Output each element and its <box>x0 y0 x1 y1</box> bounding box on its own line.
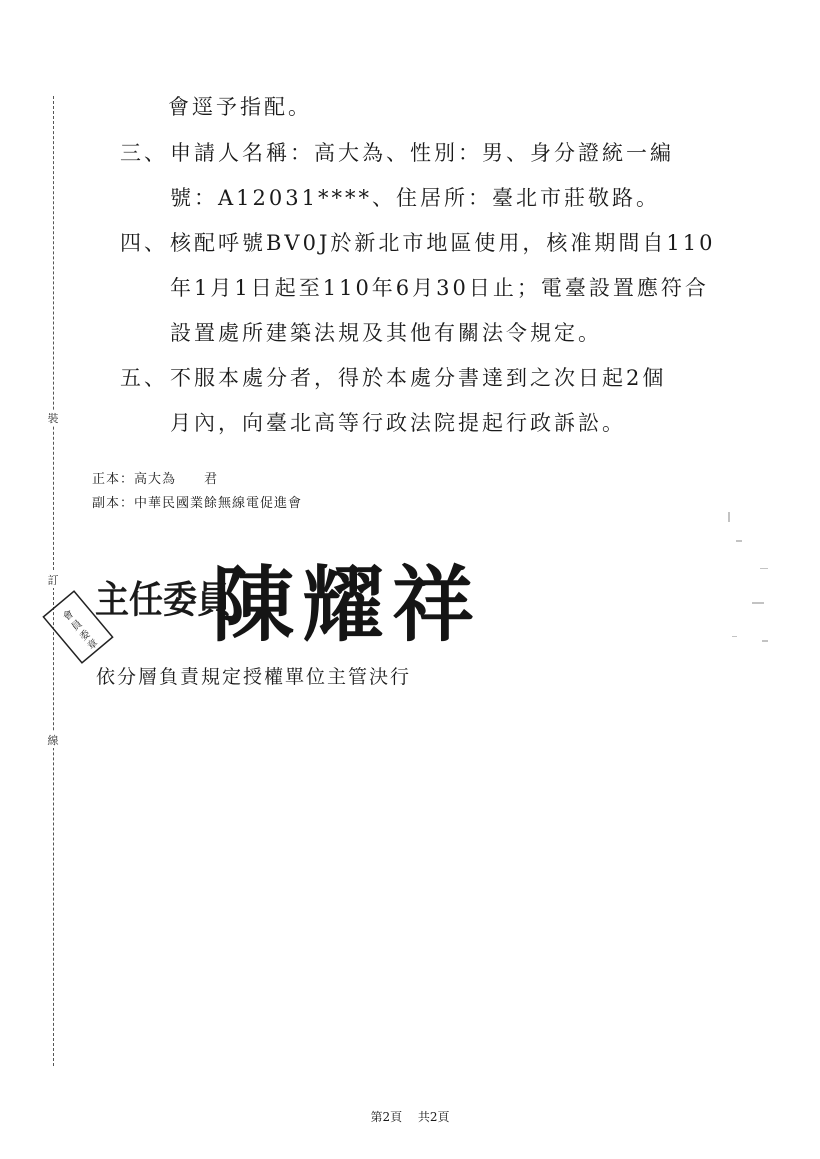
item-5-line-2: 月內，向臺北高等行政法院提起行政訴訟。 <box>170 411 626 435</box>
scan-mark <box>732 636 737 637</box>
original-recipient <box>92 468 218 487</box>
item-5-number: 五、 <box>120 366 168 390</box>
page-footer <box>0 1108 820 1125</box>
scan-mark <box>760 568 768 569</box>
page-number: 第2頁 <box>370 1110 403 1124</box>
item-3-line-2: 號：A12031****、住居所：臺北市莊敬路。 <box>170 186 660 210</box>
svg-text:會: 會 <box>61 608 77 624</box>
item-3-number: 三、 <box>120 141 168 165</box>
svg-text:員: 員 <box>69 618 85 634</box>
scan-mark <box>752 602 764 604</box>
original-label: 正本： <box>92 472 135 487</box>
scan-mark <box>762 640 768 642</box>
continuation-line: 會逕予指配。 <box>168 95 312 119</box>
scan-mark <box>728 512 730 522</box>
item-5-line-1: 不服本處分者，得於本處分書達到之次日起2個 <box>170 366 667 390</box>
signatory-title: 主任委員 <box>95 578 231 623</box>
svg-text:委: 委 <box>78 628 93 644</box>
item-3-line-1: 申請人名稱：高大為、性別：男、身分證統一編 <box>170 141 674 165</box>
binding-mark-top: 裝 <box>44 410 62 426</box>
item-4-line-1: 核配呼號BV0J於新北市地區使用，核准期間自110 <box>170 231 716 255</box>
original-name: 高大為 <box>134 472 177 487</box>
total-pages: 共2頁 <box>417 1110 450 1124</box>
copy-name: 中華民國業餘無線電促進會 <box>134 496 303 511</box>
copy-recipient <box>92 492 302 511</box>
authorization-note: 依分層負責規定授權單位主管決行 <box>96 666 412 688</box>
item-4-line-2: 年1月1日起至110年6月30日止；電臺設置應符合 <box>170 276 709 300</box>
item-4-number: 四、 <box>120 231 168 255</box>
original-honorific: 君 <box>204 472 219 487</box>
copy-label: 副本： <box>92 496 135 511</box>
binding-mark-middle: 訂 <box>44 572 62 588</box>
svg-text:章: 章 <box>85 637 101 653</box>
signatory-name: 陳耀祥 <box>212 557 483 653</box>
scan-mark <box>736 540 742 542</box>
binding-mark-bottom: 線 <box>44 732 62 748</box>
item-4-line-3: 設置處所建築法規及其他有關法令規定。 <box>170 321 602 345</box>
